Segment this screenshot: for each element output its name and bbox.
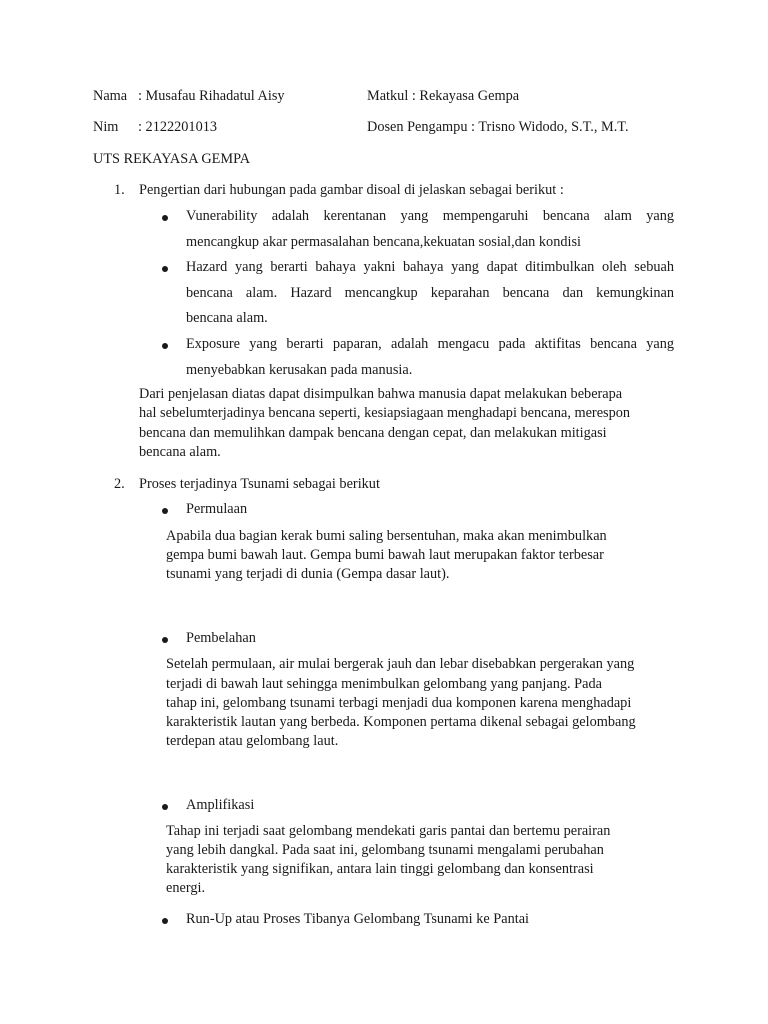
- stage-2-line-3: tahap ini, gelombang tsunami terbagi menjadi dua komponen karena menghadapi: [166, 695, 632, 711]
- q1-conclusion-line-1: Dari penjelasan diatas dapat disimpulkan bahwa manusia dapat melakukan beberapa: [139, 386, 623, 402]
- bullet-icon: [162, 637, 168, 643]
- stage-4-title: Run-Up atau Proses Tibanya Gelombang Tsunami ke Pantai: [186, 911, 530, 927]
- q1-bullet-2-line-1: Hazard yang berarti bahaya yakni bahaya yang dapat ditimbulkan oleh sebuah: [186, 259, 674, 275]
- q1-bullet-2-line-2: bencana alam. Hazard mencangkup keparahan bencana dan kemungkinan: [186, 285, 674, 301]
- name-value: : Musafau Rihadatul Aisy: [138, 88, 285, 104]
- stage-2-line-1: Setelah permulaan, air mulai bergerak jauh dan lebar disebabkan pergerakan yang: [166, 656, 635, 672]
- q1-bullet-3-line-2: menyebabkan kerusakan pada manusia.: [186, 362, 413, 378]
- stage-3-line-2: yang lebih dangkal. Pada saat ini, gelombang tsunami mengalami perubahan: [166, 842, 604, 858]
- nim-value: : 2122201013: [138, 119, 218, 135]
- question-1-intro: Pengertian dari hubungan pada gambar disoal di jelaskan sebagai berikut :: [139, 182, 564, 198]
- stage-1-line-3: tsunami yang terjadi di dunia (Gempa dasar laut).: [166, 566, 450, 582]
- q1-bullet-1-line-1: Vunerability adalah kerentanan yang mempengaruhi bencana alam yang: [186, 208, 674, 224]
- bullet-icon: [162, 804, 168, 810]
- q1-bullet-1-line-2: mencangkup akar permasalahan bencana,kekuatan sosial,dan kondisi: [186, 234, 582, 250]
- stage-2-title: Pembelahan: [186, 630, 256, 646]
- stage-2-line-5: terdepan atau gelombang laut.: [166, 733, 339, 749]
- question-1-number: 1.: [114, 182, 125, 198]
- stage-3-line-4: energi.: [166, 880, 206, 896]
- stage-1-line-2: gempa bumi bawah laut. Gempa bumi bawah laut merupakan faktor terbesar: [166, 547, 604, 563]
- q1-bullet-2-line-3: bencana alam.: [186, 310, 268, 326]
- name-label: Nama: [93, 88, 128, 104]
- q1-conclusion-line-2: hal sebelumterjadinya bencana seperti, kesiapsiagaan menghadapi bencana, merespon: [139, 405, 631, 421]
- stage-2-line-4: karakteristik lautan yang berbeda. Komponen pertama dikenal sebagai gelombang: [166, 714, 636, 730]
- question-2-intro: Proses terjadinya Tsunami sebagai berikut: [139, 476, 380, 492]
- question-2-number: 2.: [114, 476, 125, 492]
- bullet-icon: [162, 215, 168, 221]
- bullet-icon: [162, 508, 168, 514]
- q1-conclusion-line-3: bencana dan memulihkan dampak bencana dengan cepat, dan melakukan mitigasi: [139, 425, 607, 441]
- stage-3-title: Amplifikasi: [186, 797, 255, 813]
- bullet-icon: [162, 918, 168, 924]
- lecturer-text: Dosen Pengampu : Trisno Widodo, S.T., M.T.: [367, 119, 629, 135]
- bullet-icon: [162, 343, 168, 349]
- bullet-icon: [162, 266, 168, 272]
- q1-bullet-3-line-1: Exposure yang berarti paparan, adalah mengacu pada aktifitas bencana yang: [186, 336, 674, 352]
- stage-3-line-3: karakteristik yang signifikan, antara lain tinggi gelombang dan konsentrasi: [166, 861, 594, 877]
- stage-1-title: Permulaan: [186, 501, 248, 517]
- stage-3-line-1: Tahap ini terjadi saat gelombang mendekati garis pantai dan bertemu perairan: [166, 823, 611, 839]
- stage-1-line-1: Apabila dua bagian kerak bumi saling bersentuhan, maka akan menimbulkan: [166, 528, 607, 544]
- course-text: Matkul : Rekayasa Gempa: [367, 88, 520, 104]
- q1-conclusion-line-4: bencana alam.: [139, 444, 221, 460]
- document-title: UTS REKAYASA GEMPA: [93, 151, 251, 167]
- nim-label: Nim: [93, 119, 119, 135]
- stage-2-line-2: terjadi di bawah laut sehingga menimbulkan gelombang yang panjang. Pada: [166, 676, 602, 692]
